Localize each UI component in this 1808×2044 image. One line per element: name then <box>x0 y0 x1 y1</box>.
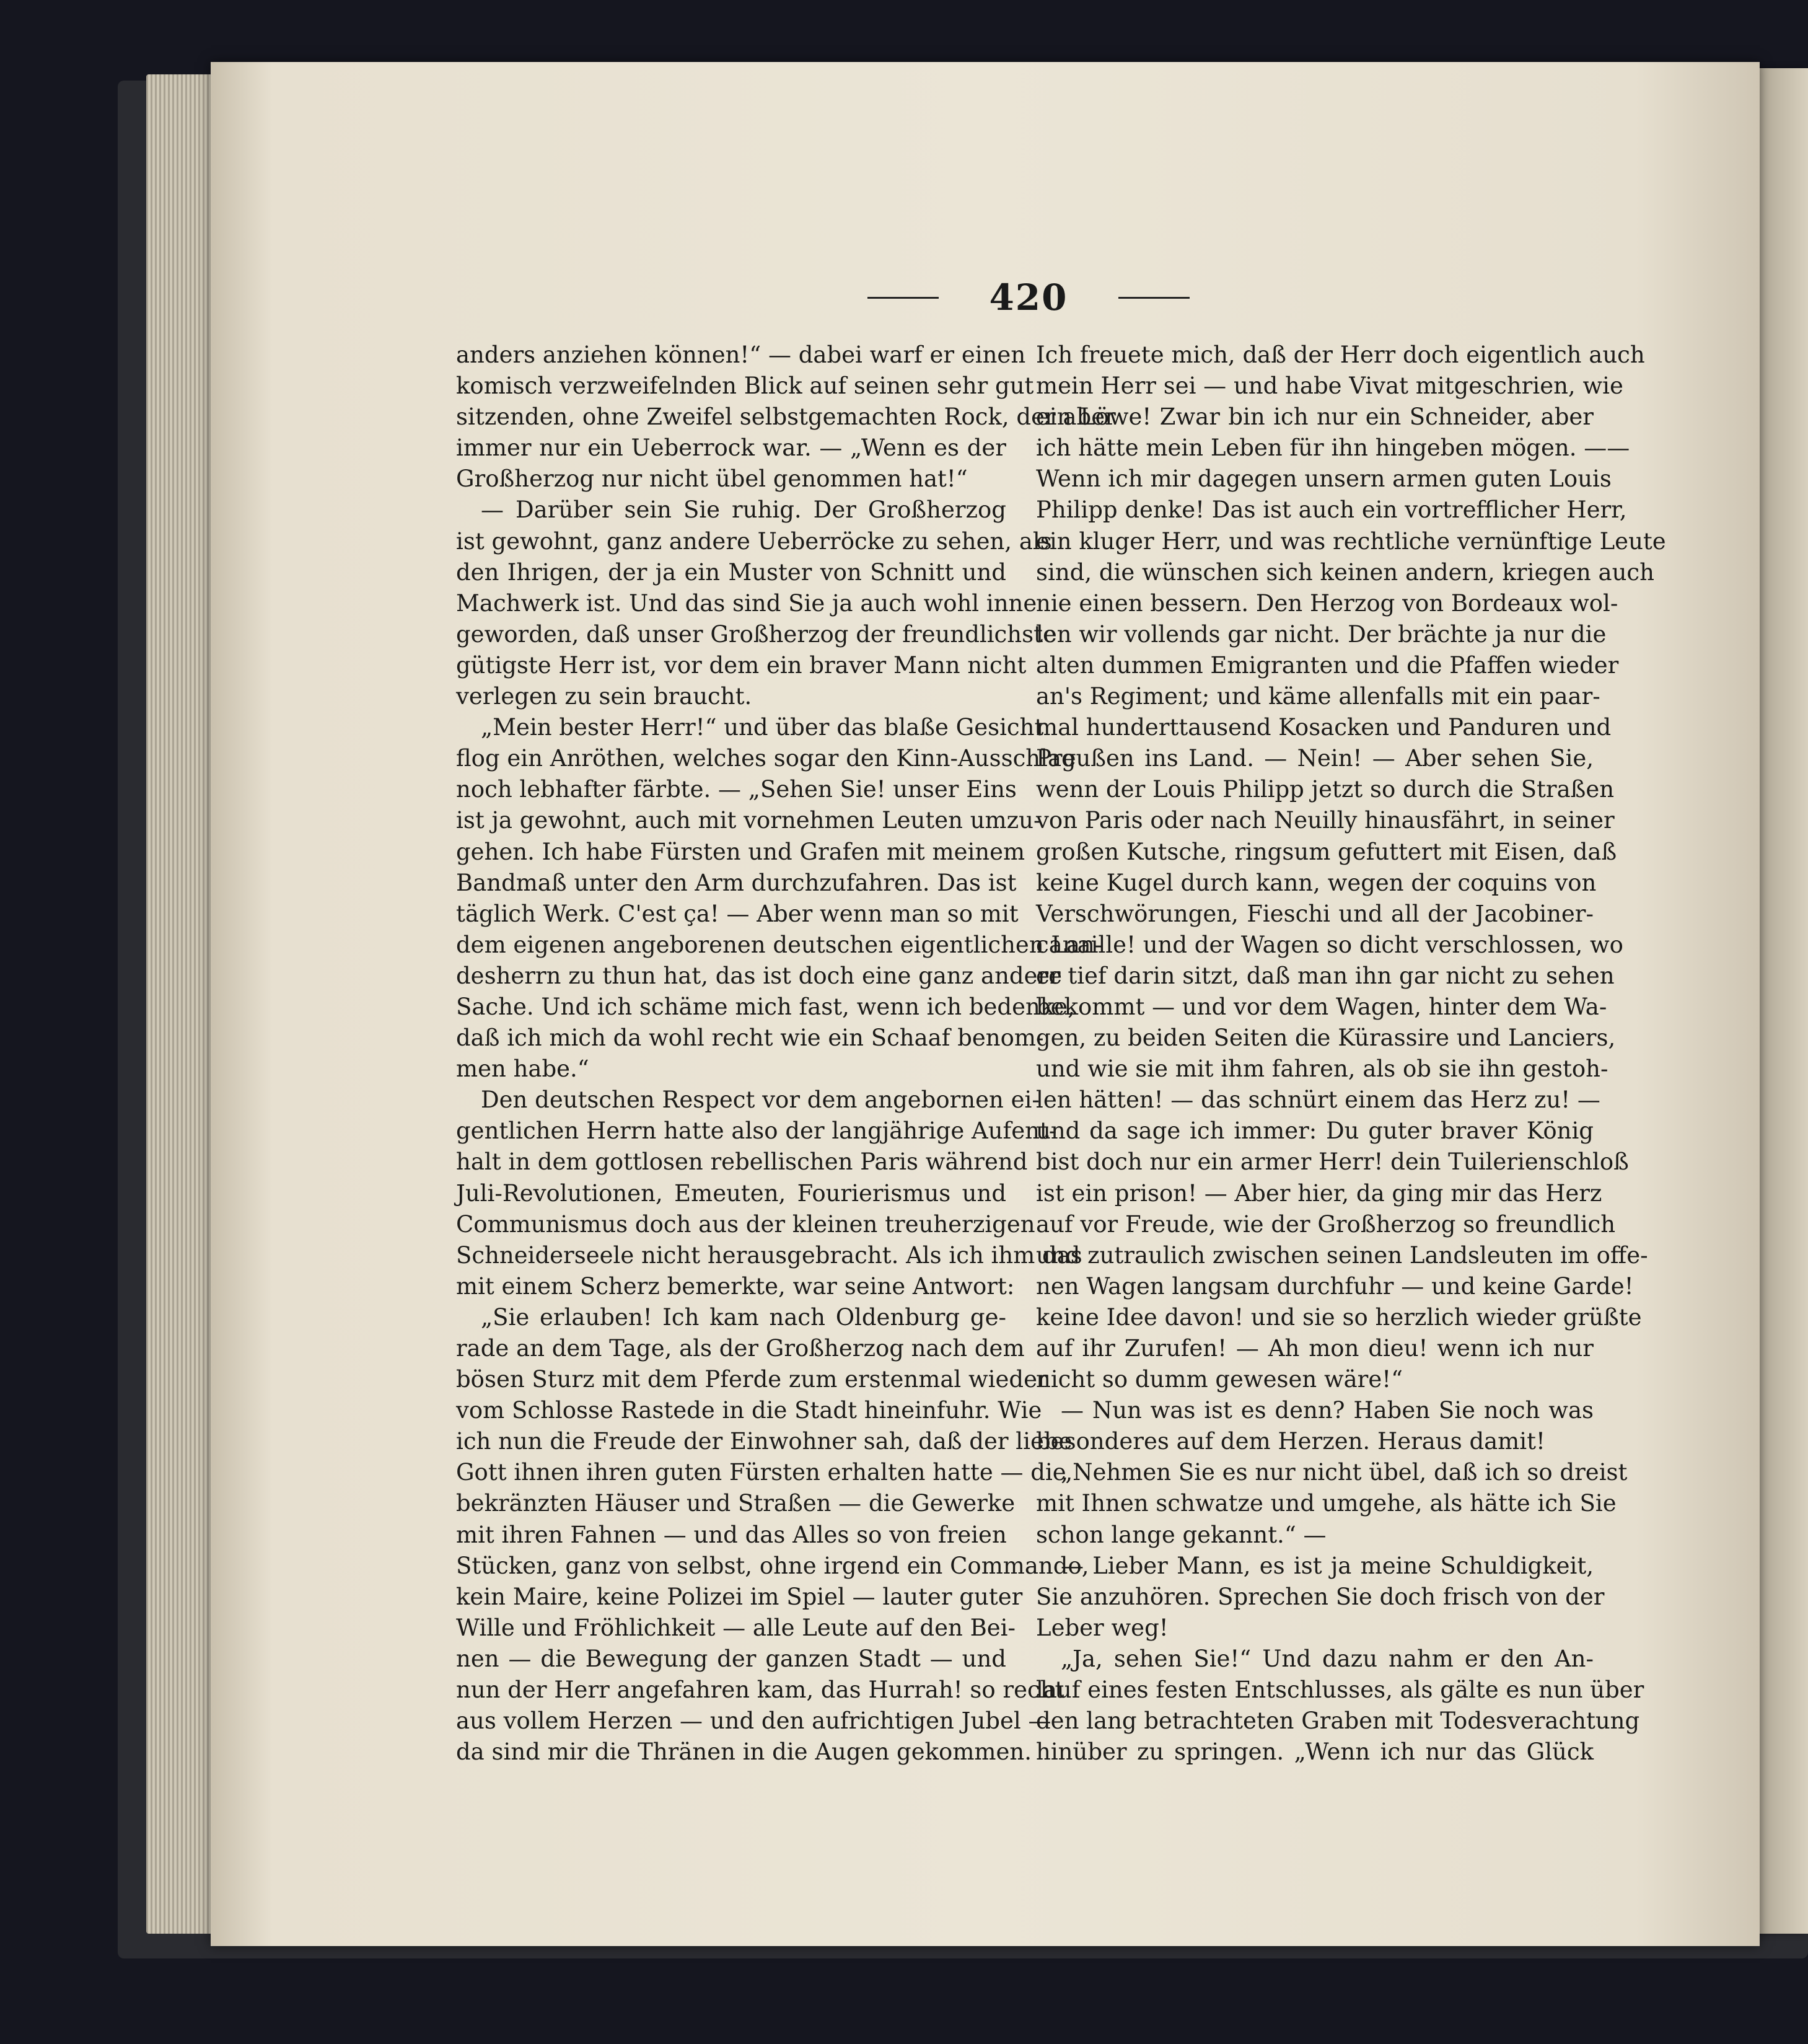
text-line: Wenn ich mir dagegen unsern armen guten Louis <box>1036 465 1612 493</box>
text-line: mit einem Scherz bemerkte, war seine Antwort: <box>456 1272 1015 1300</box>
text-line: lauf eines festen Entschlusses, als gälte es nun über <box>1036 1676 1644 1704</box>
text-line: von Paris oder nach Neuilly hinausfährt, in seiner <box>1036 807 1615 834</box>
text-line: Wille und Fröhlichkeit — alle Leute auf den Bei- <box>456 1614 1016 1641</box>
text-line: gen, zu beiden Seiten die Kürassire und Lanciers, <box>1036 1024 1616 1052</box>
text-line: schon lange gekannt.“ — <box>1036 1521 1327 1548</box>
text-line: rade an dem Tage, als der Großherzog nach dem <box>456 1335 1025 1362</box>
text-line: — Nun was ist es denn? Haben Sie noch was <box>1061 1397 1594 1424</box>
text-line: gentlichen Herrn hatte also der langjährige Aufent- <box>456 1117 1057 1145</box>
text-line: auf vor Freude, wie der Großherzog so freundlich <box>1036 1210 1616 1238</box>
text-line: — Darüber sein Sie ruhig. Der Großherzog <box>481 496 1006 524</box>
text-line: geworden, daß unser Großherzog der freundlichste <box>456 620 1056 648</box>
text-line: gehen. Ich habe Fürsten und Grafen mit meinem <box>456 838 1025 865</box>
text-line: Den deutschen Respect vor dem angebornen ei- <box>481 1086 1040 1114</box>
text-line: großen Kutsche, ringsum gefuttert mit Eisen, daß <box>1036 838 1617 865</box>
text-line: bösen Sturz mit dem Pferde zum erstenmal wieder <box>456 1366 1048 1393</box>
text-line: nen Wagen langsam durchfuhr — und keine Garde! <box>1036 1272 1634 1300</box>
text-line: noch lebhafter färbte. — „Sehen Sie! unser Eins <box>456 776 1017 803</box>
text-line: ein Löwe! Zwar bin ich nur ein Schneider, aber <box>1036 403 1594 431</box>
text-line: ein kluger Herr, und was rechtliche vernünftige Leute <box>1036 527 1666 555</box>
text-line: Ich freuete mich, daß der Herr doch eigentlich auch <box>1036 341 1645 368</box>
text-line: Gott ihnen ihren guten Fürsten erhalten hatte — die <box>456 1459 1066 1486</box>
text-line: sitzenden, ohne Zweifel selbstgemachten Rock, der aber <box>456 403 1116 431</box>
text-line: Verschwörungen, Fieschi und all der Jacobiner- <box>1036 900 1594 927</box>
text-line: dem eigenen angeborenen deutschen eigentlichen Lan- <box>456 931 1103 958</box>
text-line: „Nehmen Sie es nur nicht übel, daß ich so dreist <box>1061 1459 1628 1486</box>
text-line: desherrn zu thun hat, das ist doch eine ganz andere <box>456 962 1063 989</box>
text-line: täglich Werk. C'est ça! — Aber wenn man so mit <box>456 900 1019 927</box>
text-line: Bandmaß unter den Arm durchzufahren. Das ist <box>456 869 1017 896</box>
text-line: Sache. Und ich schäme mich fast, wenn ich bedenke, <box>456 993 1075 1020</box>
text-line: Juli-Revolutionen, Emeuten, Fourierismus und <box>456 1179 1006 1207</box>
text-line: Stücken, ganz von selbst, ohne irgend ein Commando, <box>456 1552 1089 1579</box>
text-line: gütigste Herr ist, vor dem ein braver Mann nicht <box>456 651 1027 679</box>
text-line: verlegen zu sein braucht. <box>456 683 752 710</box>
text-line: auf ihr Zurufen! — Ah mon dieu! wenn ich nur <box>1036 1335 1594 1362</box>
text-line: nie einen bessern. Den Herzog von Bordeaux wol- <box>1036 589 1618 617</box>
text-line: er tief darin sitzt, daß man ihn gar nicht zu sehen <box>1036 962 1615 989</box>
text-line: „Mein bester Herr!“ und über das blaße Gesicht <box>481 714 1044 741</box>
text-line: vom Schlosse Rastede in die Stadt hineinfuhr. Wie <box>456 1397 1042 1424</box>
text-line: Machwerk ist. Und das sind Sie ja auch wohl inne <box>456 589 1037 617</box>
page-number: 420 <box>989 276 1068 319</box>
text-line: mein Herr sei — und habe Vivat mitgeschrien, wie <box>1036 372 1623 400</box>
text-line: len hätten! — das schnürt einem das Herz zu! — <box>1036 1086 1600 1114</box>
text-line: Leber weg! <box>1036 1614 1169 1641</box>
text-line: und wie sie mit ihm fahren, als ob sie ihn gestoh- <box>1036 1055 1608 1083</box>
text-line: ist ja gewohnt, auch mit vornehmen Leuten umzu- <box>456 807 1042 834</box>
text-line: sind, die wünschen sich keinen andern, kriegen auch <box>1036 558 1654 586</box>
text-line: Sie anzuhören. Sprechen Sie doch frisch von der <box>1036 1583 1605 1610</box>
text-line: nun der Herr angefahren kam, das Hurrah! so recht <box>456 1676 1064 1704</box>
text-line: da sind mir die Thränen in die Augen gekommen. <box>456 1738 1032 1766</box>
page-header <box>867 273 1190 322</box>
header-rule-right <box>1118 297 1190 299</box>
text-line: den lang betrachteten Graben mit Todesverachtung <box>1036 1707 1640 1735</box>
text-line: daß ich mich da wohl recht wie ein Schaaf benom- <box>456 1024 1044 1052</box>
text-line: Philipp denke! Das ist auch ein vortrefflicher Herr, <box>1036 496 1627 524</box>
text-line: mal hunderttausend Kosacken und Panduren und <box>1036 714 1612 741</box>
text-line: alten dummen Emigranten und die Pfaffen wieder <box>1036 651 1619 679</box>
text-line: halt in dem gottlosen rebellischen Paris während <box>456 1148 1028 1176</box>
text-line: „Ja, sehen Sie!“ Und dazu nahm er den An- <box>1061 1645 1594 1672</box>
text-line: hinüber zu springen. „Wenn ich nur das Glück <box>1036 1738 1594 1766</box>
text-line: immer nur ein Ueberrock war. — „Wenn es der <box>456 434 1006 462</box>
header-rule-left <box>867 297 939 299</box>
text-line: komisch verzweifelnden Blick auf seinen sehr gut <box>456 372 1034 400</box>
text-line: men habe.“ <box>456 1055 589 1083</box>
text-line: wenn der Louis Philipp jetzt so durch die Straßen <box>1036 776 1615 803</box>
text-line: canaille! und der Wagen so dicht verschlossen, wo <box>1036 931 1623 958</box>
text-line: Großherzog nur nicht übel genommen hat!“ <box>456 465 968 493</box>
text-line: und da sage ich immer: Du guter braver König <box>1036 1117 1594 1145</box>
text-line: len wir vollends gar nicht. Der brächte ja nur die <box>1036 620 1607 648</box>
text-line: ist ein prison! — Aber hier, da ging mir das Herz <box>1036 1179 1602 1207</box>
text-line: den Ihrigen, der ja ein Muster von Schnitt und <box>456 558 1006 586</box>
text-line: aus vollem Herzen — und den aufrichtigen Jubel — <box>456 1707 1051 1735</box>
text-column-right <box>1036 340 1666 1771</box>
text-line: „Sie erlauben! Ich kam nach Oldenburg ge- <box>481 1303 1006 1331</box>
text-line: nicht so dumm gewesen wäre!“ <box>1036 1366 1403 1393</box>
text-line: an's Regiment; und käme allenfalls mit ein paar- <box>1036 683 1600 710</box>
text-line: mit Ihnen schwatze und umgehe, als hätte ich Sie <box>1036 1490 1617 1517</box>
text-line: Schneiderseele nicht herausgebracht. Als ich ihm das <box>456 1241 1082 1269</box>
text-line: ich hätte mein Leben für ihn hingeben mögen. —— <box>1036 434 1630 462</box>
text-line: ich nun die Freude der Einwohner sah, daß der liebe <box>456 1428 1073 1455</box>
text-line: bist doch nur ein armer Herr! dein Tuilerienschloß <box>1036 1148 1629 1176</box>
text-line: kein Maire, keine Polizei im Spiel — lauter guter <box>456 1583 1023 1610</box>
text-line: besonderes auf dem Herzen. Heraus damit! <box>1036 1428 1545 1455</box>
text-line: flog ein Anröthen, welches sogar den Kinn-Ausschlag <box>456 745 1076 772</box>
text-line: — Lieber Mann, es ist ja meine Schuldigkeit, <box>1061 1552 1594 1579</box>
text-line: Preußen ins Land. — Nein! — Aber sehen Sie, <box>1036 745 1594 772</box>
text-line: bekommt — und vor dem Wagen, hinter dem Wa- <box>1036 993 1607 1020</box>
text-line: bekränzten Häuser und Straßen — die Gewerke <box>456 1490 1016 1517</box>
text-line: keine Idee davon! und sie so herzlich wieder grüßte <box>1036 1303 1642 1331</box>
text-line: nen — die Bewegung der ganzen Stadt — und <box>456 1645 1006 1672</box>
text-line: anders anziehen können!“ — dabei warf er einen <box>456 341 1026 368</box>
text-line: und zutraulich zwischen seinen Landsleuten im offe- <box>1036 1241 1648 1269</box>
text-line: keine Kugel durch kann, wegen der coquins von <box>1036 869 1597 896</box>
text-line: ist gewohnt, ganz andere Ueberröcke zu sehen, als <box>456 527 1052 555</box>
text-line: Communismus doch aus der kleinen treuherzigen <box>456 1210 1035 1238</box>
text-line: mit ihren Fahnen — und das Alles so von freien <box>456 1521 1007 1548</box>
